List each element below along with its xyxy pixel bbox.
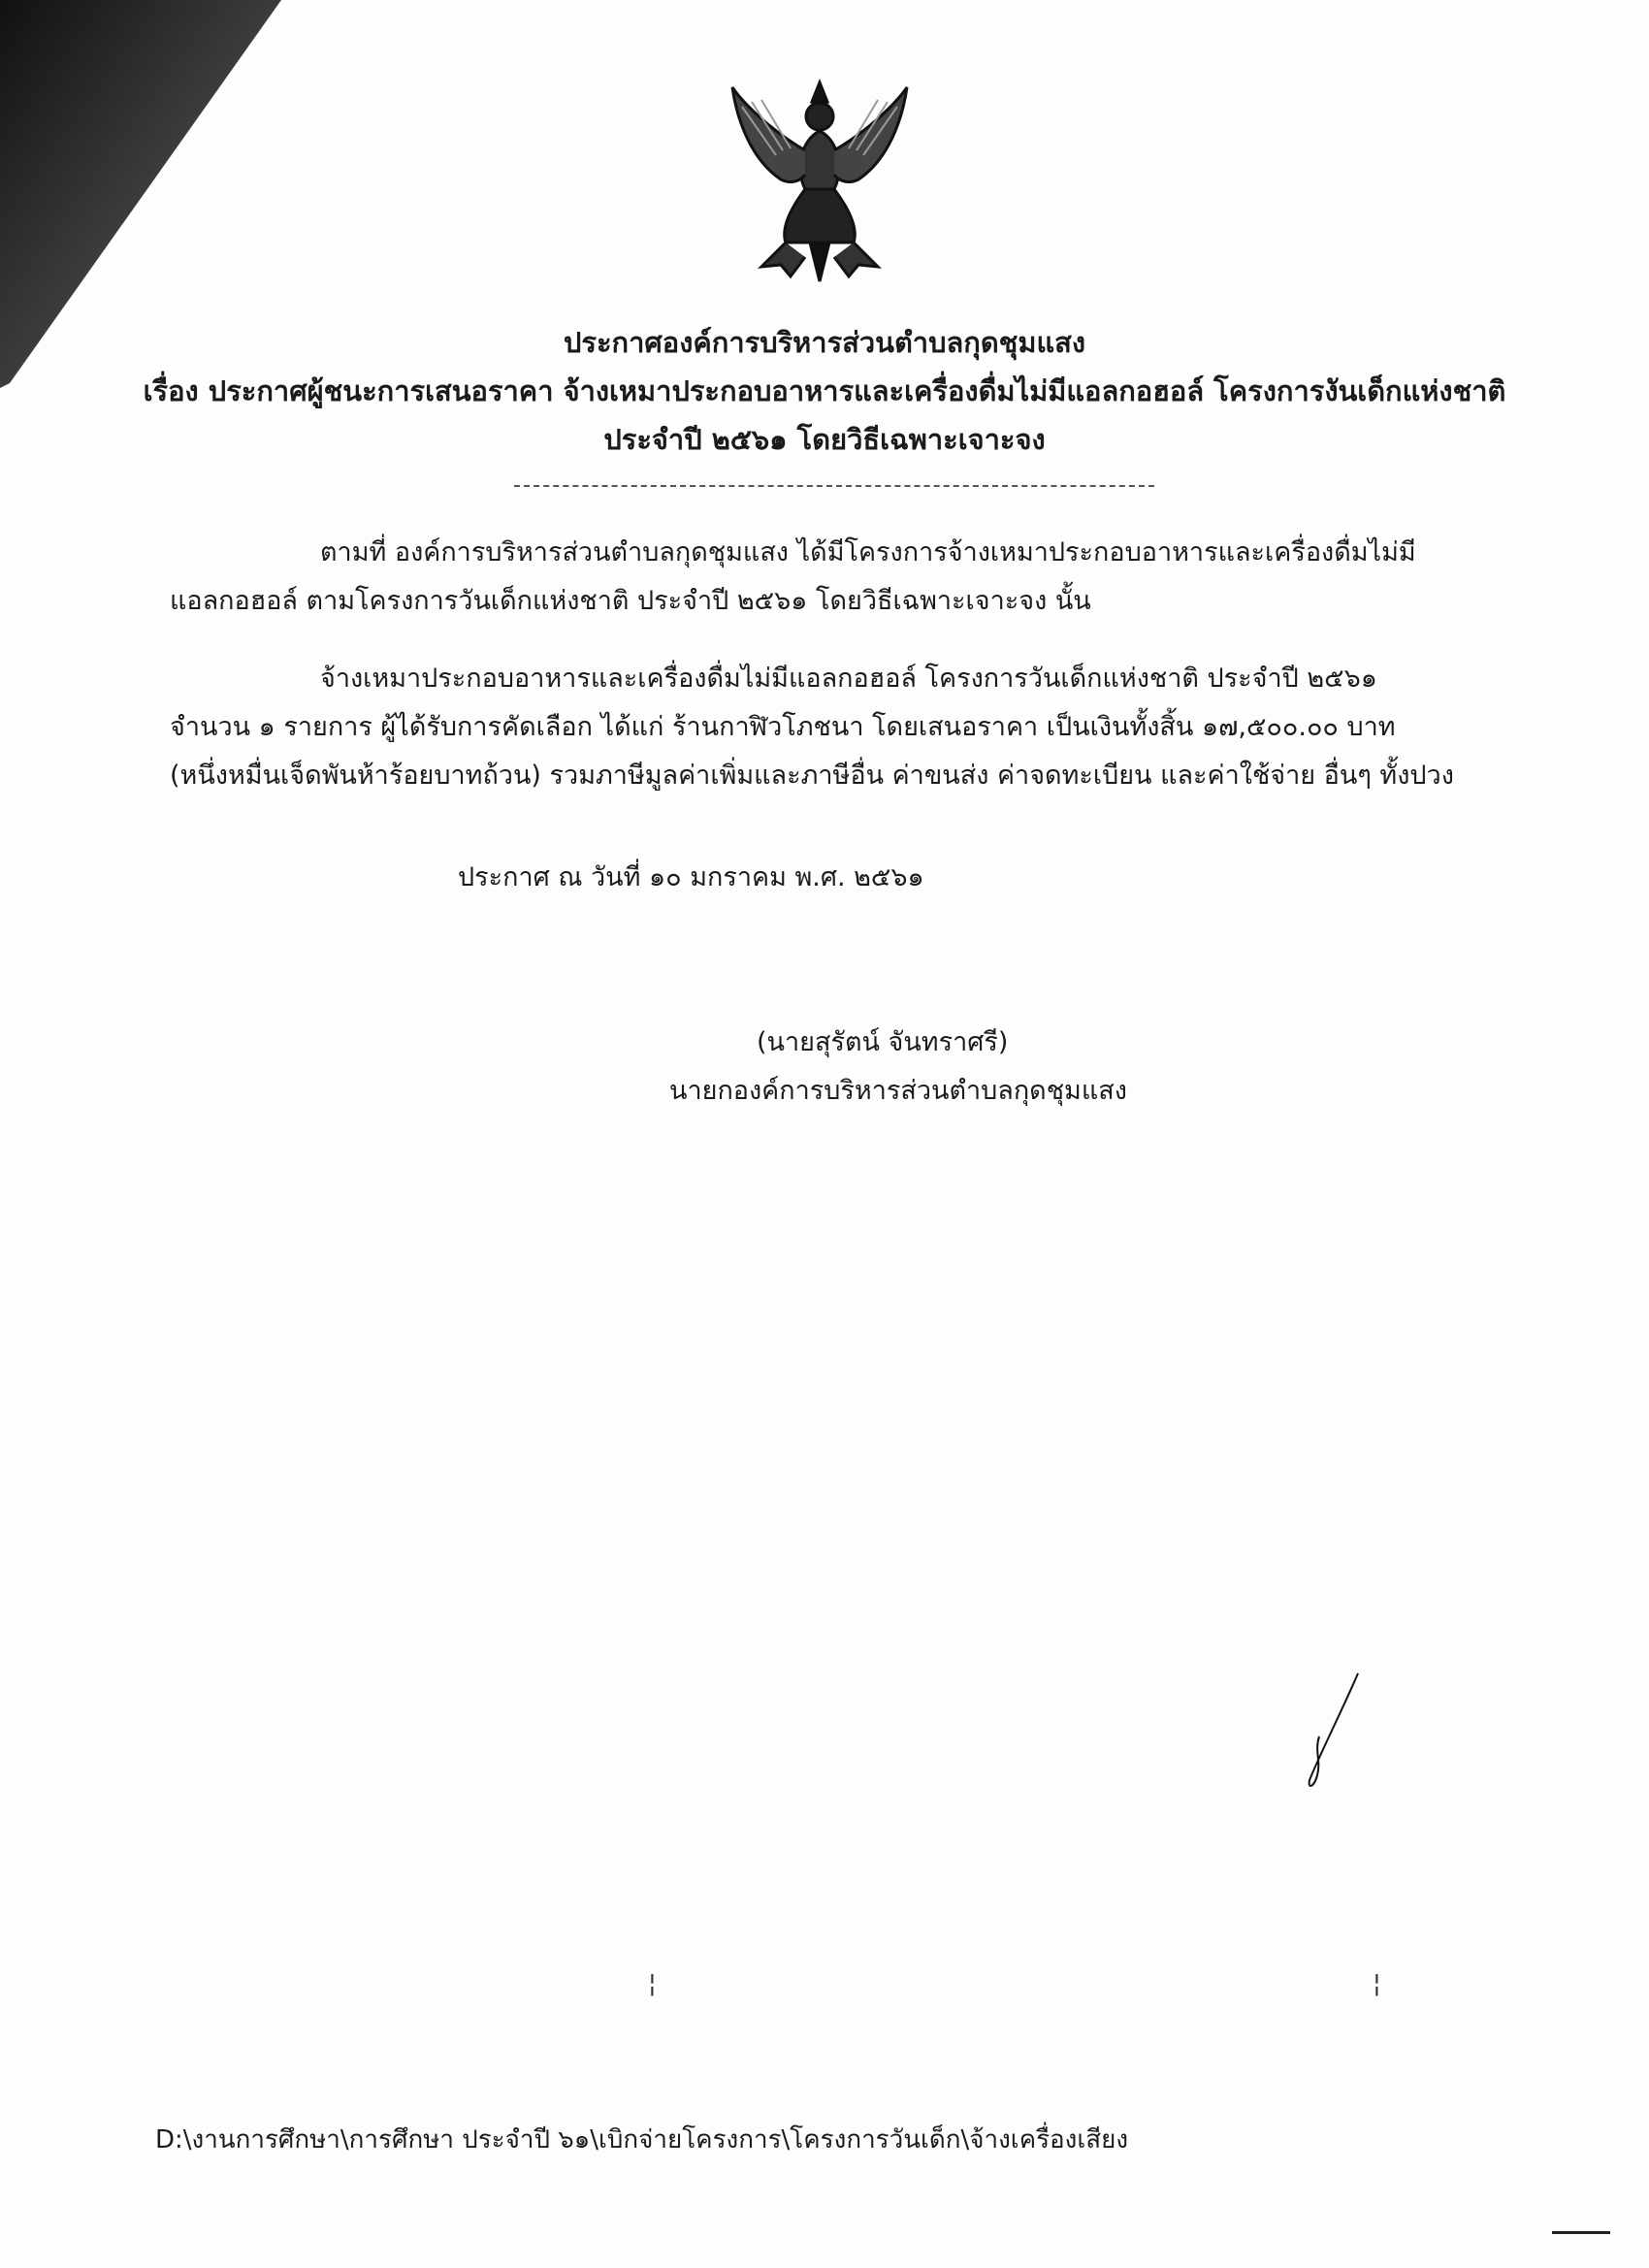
paragraph-2-line-3: (หนึ่งหมื่นเจ็ดพันห้าร้อยบาทถ้วน) รวมภาษีมูลค่าเพิ่มและภาษีอื่น ค่าขนส่ง ค่าจดทะเบียน และค่าใช้จ่าย อื่นๆ ทั้งปวง: [170, 761, 1454, 791]
handwritten-mark: [1290, 1669, 1368, 1795]
paragraph-1-line-1: ตามที่ องค์การบริหารส่วนตำบลกุดชุมแสง ได้มีโครงการจ้างเหมาประกอบอาหารและเครื่องดื่มไม่มี: [320, 537, 1416, 567]
binding-mark-right: ¦: [1373, 1969, 1381, 1998]
paragraph-2-line-1: จ้างเหมาประกอบอาหารและเครื่องดื่มไม่มีแอลกอฮอล์ โครงการวันเด็กแห่งชาติ ประจำปี ๒๕๖๑: [320, 664, 1377, 694]
garuda-emblem-icon: [723, 73, 917, 286]
signatory-title: นายกองค์การบริหารส่วนตำบลกุดชุมแสง: [669, 1076, 1127, 1106]
paragraph-2-line-2: จำนวน ๑ รายการ ผู้ได้รับการคัดเลือก ได้แก่ ร้านกาฬิวโภชนา โดยเสนอราคา เป็นเงินทั้งสิ้น ๑๗,๕๐๐.๐๐ บาท: [170, 712, 1396, 742]
file-path-footer: D:\งานการศึกษา\การศึกษา ประจำปี ๖๑\เบิกจ่ายโครงการ\โครงการวันเด็ก\จ้างเครื่องเสียง: [155, 2125, 1129, 2155]
announcement-subject: เรื่อง ประกาศผู้ชนะการเสนอราคา จ้างเหมาประกอบอาหารและเครื่องดื่มไม่มีแอลกอฮอล์ โครงการงันเด็กแห่งชาติ: [143, 374, 1506, 407]
binding-mark-left: ¦: [648, 1969, 657, 1998]
dashed-divider: [514, 485, 1154, 487]
scan-edge-line: [1552, 2231, 1610, 2234]
paragraph-1-line-2: แอลกอฮอล์ ตามโครงการวันเด็กแห่งชาติ ประจำปี ๒๕๖๑ โดยวิธีเฉพาะเจาะจง นั้น: [170, 586, 1091, 616]
signatory-name: (นายสุรัตน์ จันทราศรี): [757, 1027, 1009, 1057]
announcement-title: ประกาศองค์การบริหารส่วนตำบลกุดชุมแสง: [563, 326, 1085, 359]
announcement-date: ประกาศ ณ วันที่ ๑๐ มกราคม พ.ศ. ๒๕๖๑: [458, 862, 924, 892]
announcement-subject-year: ประจำปี ๒๕๖๑ โดยวิธีเฉพาะเจาะจง: [603, 423, 1046, 456]
